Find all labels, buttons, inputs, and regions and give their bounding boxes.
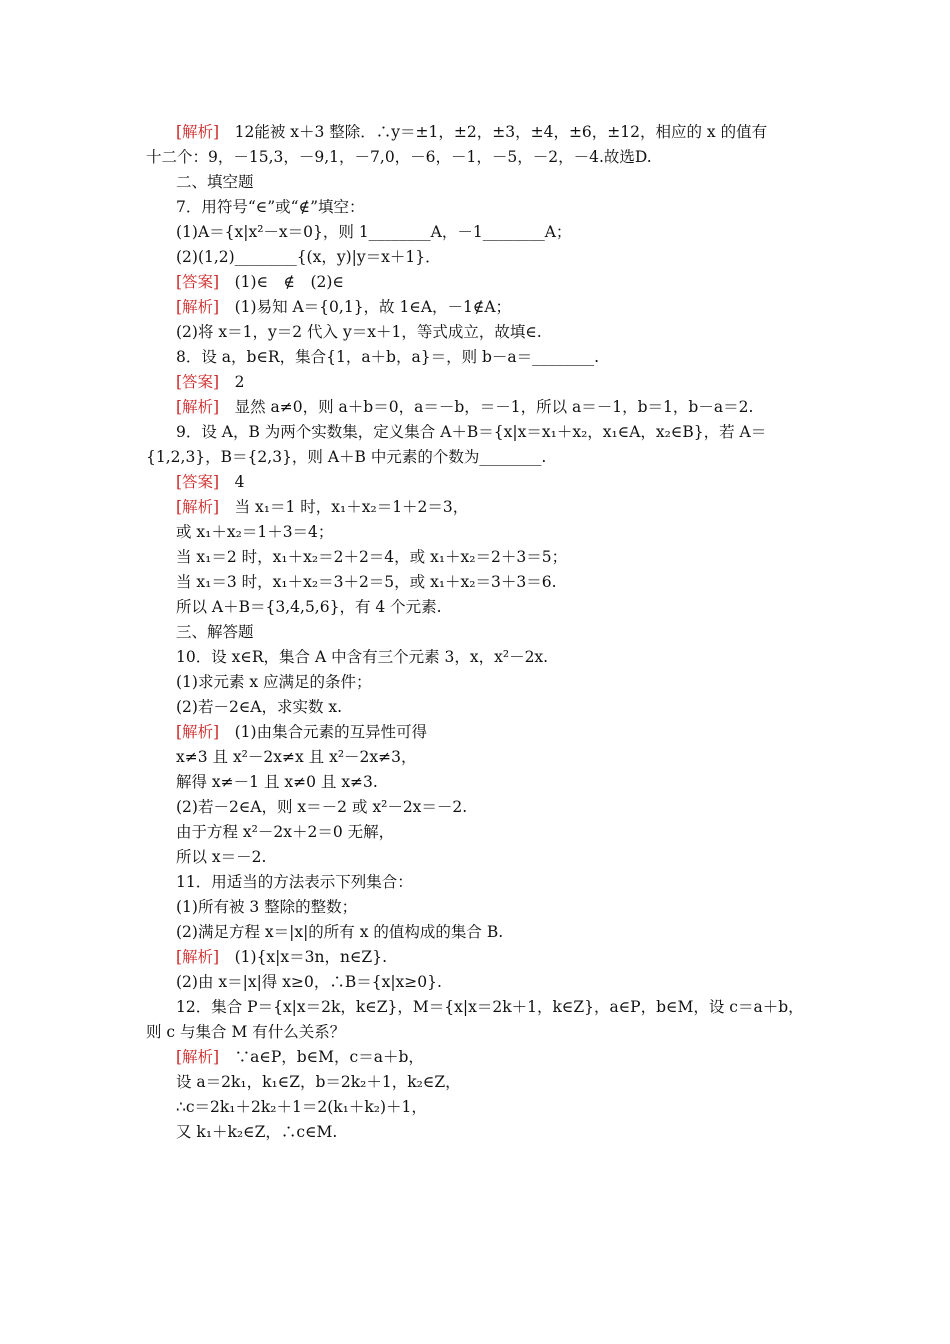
text-line: 所以 x＝－2. — [176, 848, 267, 866]
label-analysis: [解析] — [176, 1048, 220, 1066]
text-line: (2)满足方程 x＝|x|的所有 x 的值构成的集合 B. — [176, 923, 504, 941]
text-line: 由于方程 x²－2x＋2＝0 无解， — [176, 823, 395, 841]
question-9: 9．设 A，B 为两个实数集，定义集合 A＋B＝{x|x＝x₁＋x₂，x₁∈A，x₂∈B}，若 A＝ — [176, 423, 767, 441]
text-line: (2)若－2∈A，求实数 x. — [176, 698, 343, 716]
text-line: [答案] 2 — [176, 373, 245, 391]
text-line: 则 c 与集合 M 有什么关系？ — [146, 1023, 346, 1041]
text-line: 解得 x≠－1 且 x≠0 且 x≠3. — [176, 773, 378, 791]
question-11: 11．用适当的方法表示下列集合： — [176, 873, 413, 891]
text-line: [答案] 4 — [176, 473, 245, 491]
label-answer: [答案] — [176, 373, 220, 391]
text-line: {1,2,3}，B＝{2,3}，则 A＋B 中元素的个数为________. — [146, 448, 547, 466]
label-answer: [答案] — [176, 473, 220, 491]
question-7: 7．用符号“∈”或“∉”填空： — [176, 198, 365, 216]
question-10: 10．设 x∈R，集合 A 中含有三个元素 3，x，x²－2x. — [176, 648, 549, 666]
section-heading: 二、填空题 — [176, 173, 254, 191]
label-analysis: [解析] — [176, 498, 220, 516]
text-line: 设 a＝2k₁，k₁∈Z，b＝2k₂＋1，k₂∈Z， — [176, 1073, 461, 1091]
section-heading: 三、解答题 — [176, 623, 254, 641]
text-line: (2)若－2∈A，则 x＝－2 或 x²－2x＝－2. — [176, 798, 468, 816]
question-8: 8．设 a，b∈R，集合{1，a＋b，a}＝，则 b－a＝________. — [176, 348, 600, 366]
text-line: [解析] (1)由集合元素的互异性可得 — [176, 723, 428, 741]
text-line: 或 x₁＋x₂＝1＋3＝4； — [176, 523, 334, 541]
text-line: [答案] (1)∈ ∉ (2)∈ — [176, 273, 344, 291]
text-line: (2)(1,2)________{(x，y)|y＝x＋1}． — [176, 248, 441, 266]
text-line: (1)求元素 x 应满足的条件； — [176, 673, 372, 691]
text-line: (2)由 x＝|x|得 x≥0，∴B＝{x|x≥0}. — [176, 973, 442, 991]
text-line: [解析] (1)易知 A＝{0,1}，故 1∈A，－1∉A； — [176, 298, 512, 316]
label-answer: [答案] — [176, 273, 220, 291]
text-line: 又 k₁＋k₂∈Z，∴c∈M. — [176, 1123, 338, 1141]
label-analysis: [解析] — [176, 398, 220, 416]
text-line: (1)A＝{x|x²－x＝0}，则 1________A，－1________A； — [176, 223, 572, 241]
text-line: 当 x₁＝3 时，x₁＋x₂＝3＋2＝5，或 x₁＋x₂＝3＋3＝6. — [176, 573, 557, 591]
label-analysis: [解析] — [176, 298, 220, 316]
text-line: 十二个：9，－15,3，－9,1，－7,0，－6，－1，－5，－2，－4.故选D. — [146, 148, 652, 166]
label-analysis: [解析] — [176, 948, 220, 966]
text-line: [解析] 12能被 x＋3 整除．∴y＝±1，±2，±3，±4，±6，±12，相应的 x 的值有 — [176, 123, 768, 141]
text-line: [解析] ∵a∈P，b∈M，c＝a＋b， — [176, 1048, 424, 1066]
text-line: 所以 A＋B＝{3,4,5,6}，有 4 个元素. — [176, 598, 442, 616]
text-line: 当 x₁＝2 时，x₁＋x₂＝2＋2＝4，或 x₁＋x₂＝2＋3＝5； — [176, 548, 568, 566]
question-12: 12．集合 P＝{x|x＝2k，k∈Z}，M＝{x|x＝2k＋1，k∈Z}，a∈P，b∈M，设 c＝a＋b， — [176, 998, 804, 1016]
text-line: [解析] (1){x|x＝3n，n∈Z}. — [176, 948, 387, 966]
text-line: [解析] 显然 a≠0，则 a＋b＝0，a＝－b，＝－1，所以 a＝－1，b＝1，b－a＝2. — [176, 398, 754, 416]
text-line: ∴c＝2k₁＋2k₂＋1＝2(k₁＋k₂)＋1， — [176, 1098, 427, 1116]
text-line: [解析] 当 x₁＝1 时，x₁＋x₂＝1＋2＝3， — [176, 498, 469, 516]
text-line: (2)将 x＝1，y＝2 代入 y＝x＋1，等式成立，故填∈. — [176, 323, 542, 341]
label-analysis: [解析] — [176, 723, 220, 741]
text-line: (1)所有被 3 整除的整数； — [176, 898, 358, 916]
text-line: x≠3 且 x²－2x≠x 且 x²－2x≠3， — [176, 748, 417, 766]
label-analysis: [解析] — [176, 123, 220, 141]
